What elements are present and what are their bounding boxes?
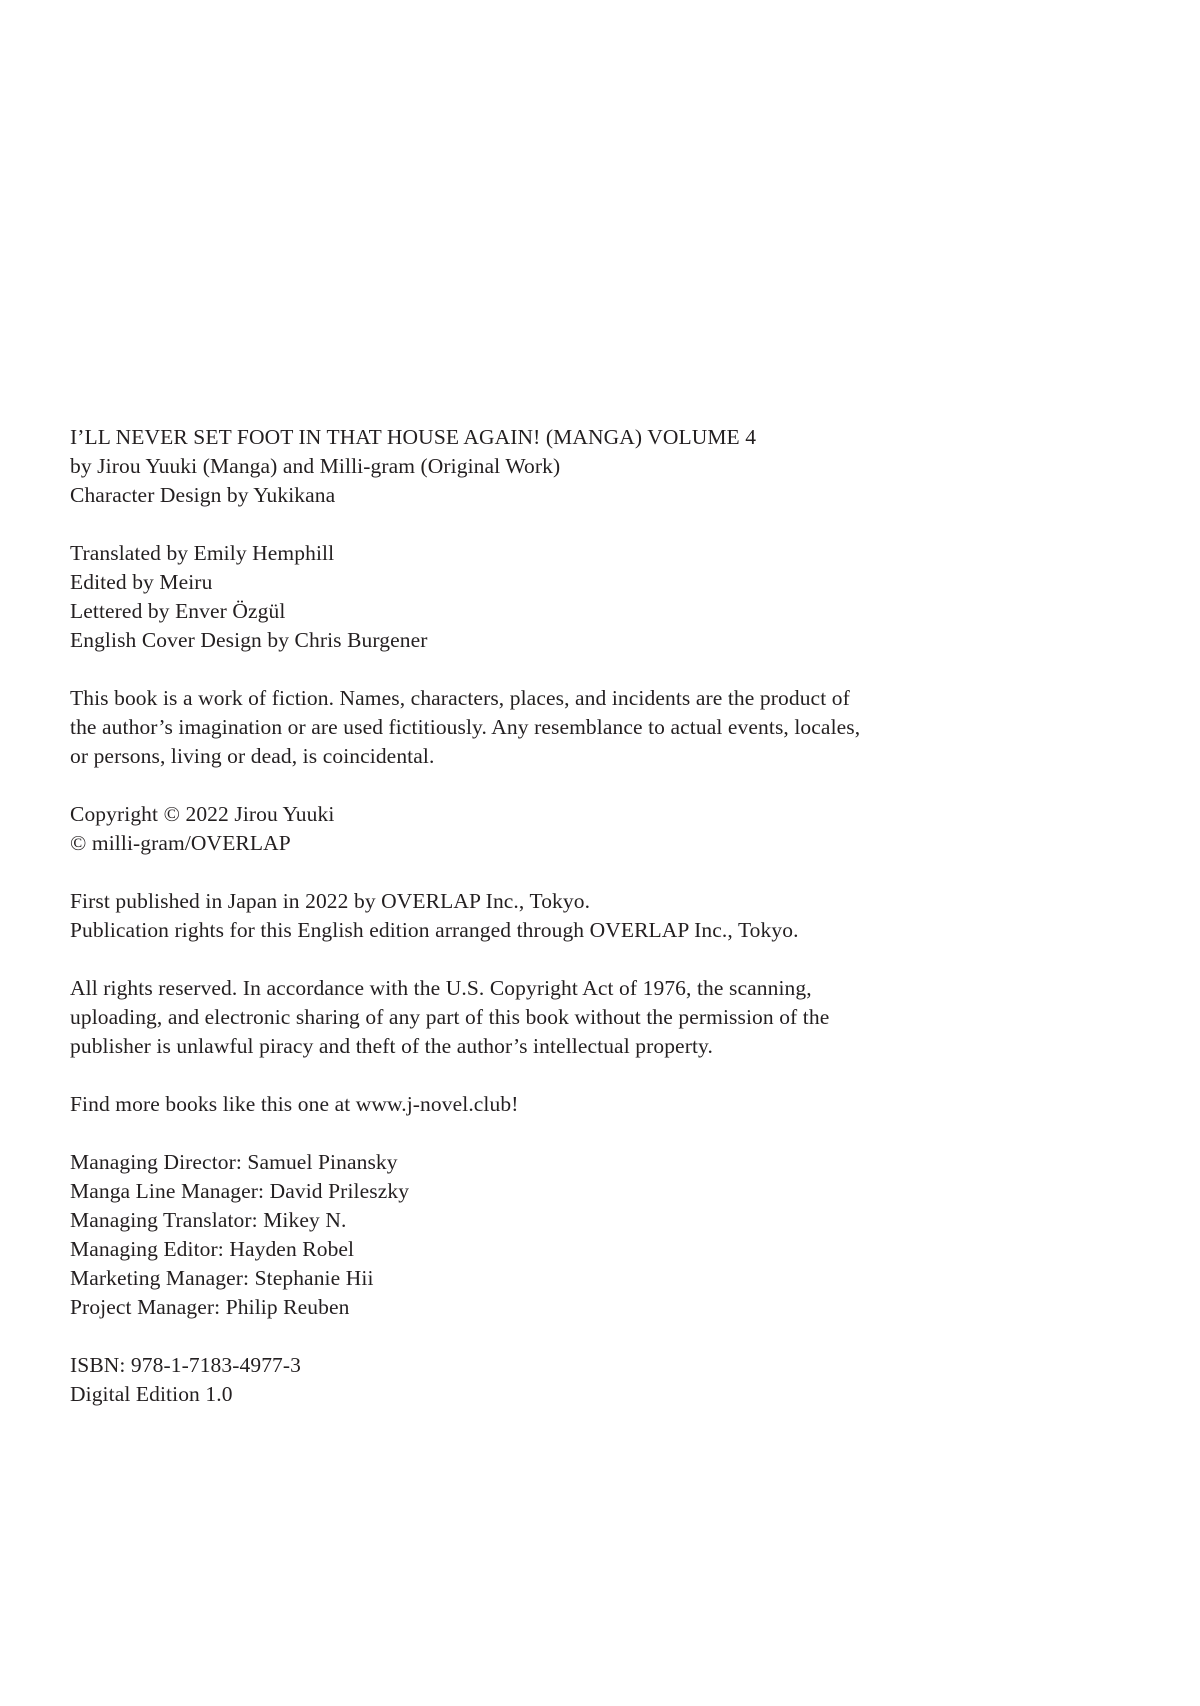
rights-line: publisher is unlawful piracy and theft of the author’s intellectual property. (70, 1034, 713, 1058)
colophon-text-block (70, 423, 1145, 1409)
staff-line: Manga Line Manager: David Prileszky (70, 1179, 410, 1203)
rights-line: All rights reserved. In accordance with the U.S. Copyright Act of 1976, the scanning, (70, 976, 812, 1000)
title-block (70, 423, 1145, 510)
edition-line: ISBN: 978-1-7183-4977-3 (70, 1353, 302, 1377)
credit-line: Translated by Emily Hemphill (70, 541, 335, 565)
rights-notice (70, 974, 1145, 1061)
disclaimer-line: the author’s imagination or are used fictitiously. Any resemblance to actual events, locales, (70, 715, 861, 739)
edition-line: Digital Edition 1.0 (70, 1382, 233, 1406)
copyright-line: Copyright © 2022 Jirou Yuuki (70, 802, 335, 826)
staff-line: Project Manager: Philip Reuben (70, 1295, 350, 1319)
staff-line: Managing Translator: Mikey N. (70, 1208, 347, 1232)
find-more-section (70, 1090, 1145, 1119)
credit-line: Edited by Meiru (70, 570, 213, 594)
copyright-line: © milli-gram/OVERLAP (70, 831, 291, 855)
find-more-line: Find more books like this one at www.j-novel.club! (70, 1092, 519, 1116)
credits-section (70, 539, 1145, 655)
staff-line: Managing Editor: Hayden Robel (70, 1237, 355, 1261)
credit-line: Lettered by Enver Özgül (70, 599, 286, 623)
credit-line: English Cover Design by Chris Burgener (70, 628, 428, 652)
disclaimer-line: or persons, living or dead, is coincidental. (70, 744, 435, 768)
publication-line: Publication rights for this English edition arranged through OVERLAP Inc., Tokyo. (70, 918, 799, 942)
staff-list (70, 1148, 1145, 1322)
disclaimer-line: This book is a work of fiction. Names, characters, places, and incidents are the product of (70, 686, 850, 710)
copyright-section (70, 800, 1145, 858)
rights-line: uploading, and electronic sharing of any part of this book without the permission of the (70, 1005, 830, 1029)
title-line: Character Design by Yukikana (70, 483, 336, 507)
publication-line: First published in Japan in 2022 by OVERLAP Inc., Tokyo. (70, 889, 591, 913)
title-line: by Jirou Yuuki (Manga) and Milli-gram (Original Work) (70, 454, 561, 478)
staff-line: Managing Director: Samuel Pinansky (70, 1150, 398, 1174)
fiction-disclaimer (70, 684, 1145, 771)
title-line: I’LL NEVER SET FOOT IN THAT HOUSE AGAIN! (MANGA) VOLUME 4 (70, 425, 757, 449)
publication-section (70, 887, 1145, 945)
edition-info (70, 1351, 1145, 1409)
staff-line: Marketing Manager: Stephanie Hii (70, 1266, 374, 1290)
